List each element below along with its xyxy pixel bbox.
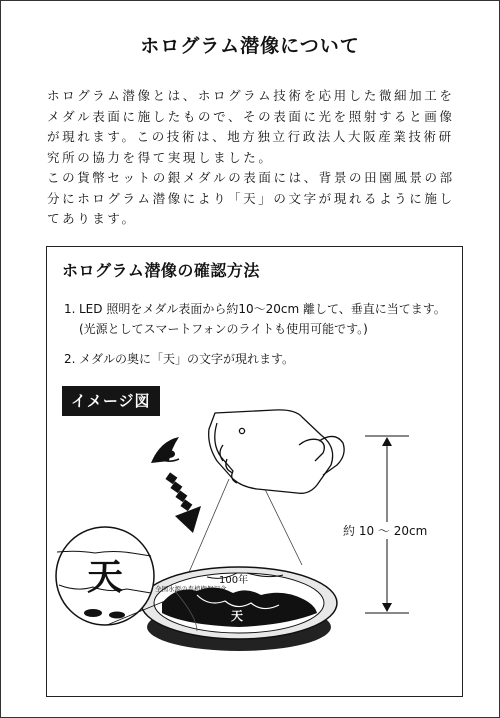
view-direction-arrow-icon xyxy=(165,472,201,533)
hand-with-phone-icon xyxy=(209,410,344,493)
step-number: 2. xyxy=(64,352,76,366)
confirmation-method-title: ホログラム潜像の確認方法 xyxy=(62,261,260,280)
image-section-tag: イメージ図 xyxy=(62,386,160,416)
light-beam-lines xyxy=(187,479,302,577)
medal-inner-character: 天 xyxy=(231,609,244,623)
intro-paragraph-1: ホログラム潜像とは、ホログラム技術を応用した微細加工をメダル表面に施したもので、その表面に光を照射すると画像が現れます。この技術は、地方独立行政法人大阪産業技術研究所の協力を得て実現しました。 xyxy=(47,88,455,165)
step-text: LED 照明をメダル表面から約10～20cm 離して、垂直に当てます。(光源としてスマートフォンのライトも使用可能です。) xyxy=(79,302,446,336)
distance-label: 約 10 ～ 20cm xyxy=(343,524,428,538)
intro-paragraph-2: この貨幣セットの銀メダルの表面には、背景の田園風景の部分にホログラム潜像により「天」の文字が現れるように施してあります。 xyxy=(47,170,455,226)
page-title: ホログラム潜像について xyxy=(140,35,360,57)
eye-icon xyxy=(151,437,179,463)
step-number: 1. xyxy=(64,302,76,316)
medal-denomination-text: 100年 xyxy=(219,575,249,586)
step-text: メダルの奥に「天」の文字が現れます。 xyxy=(79,352,295,366)
confirmation-method-box xyxy=(46,246,463,697)
intro-text xyxy=(47,86,459,230)
medal-rim-text: 全国水源の森植樹祭記念 xyxy=(155,585,227,593)
illustration xyxy=(47,247,463,697)
zoom-character: 天 xyxy=(87,557,124,598)
